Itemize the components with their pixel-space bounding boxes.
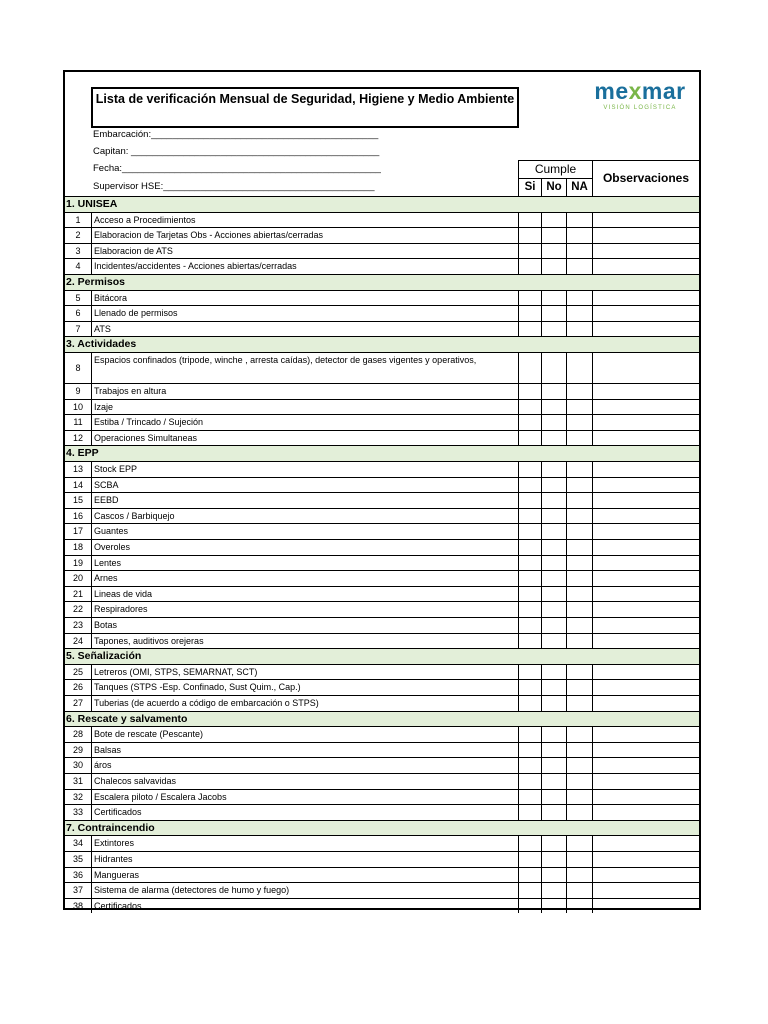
- item-number: 14: [72, 479, 83, 490]
- si-cell[interactable]: [518, 680, 541, 695]
- cumple-header: Cumple: [518, 160, 592, 178]
- table-row: [65, 679, 699, 695]
- no-cell[interactable]: [541, 524, 566, 539]
- observaciones-cell[interactable]: [592, 322, 699, 337]
- table-row: [65, 835, 699, 851]
- observaciones-cell[interactable]: [592, 493, 699, 508]
- si-cell[interactable]: [518, 306, 541, 321]
- item-description: Trabajos en altura: [91, 384, 518, 399]
- item-number: 19: [72, 557, 83, 568]
- na-cell[interactable]: [566, 384, 592, 399]
- si-cell[interactable]: [518, 213, 541, 228]
- logo-wordmark: mexmar: [594, 78, 686, 104]
- item-number: 6: [75, 308, 81, 319]
- no-cell[interactable]: [541, 680, 566, 695]
- item-number: 28: [72, 729, 83, 740]
- item-description: Chalecos salvavidas: [91, 774, 518, 789]
- observaciones-cell[interactable]: [592, 244, 699, 259]
- item-description: Escalera piloto / Escalera Jacobs: [91, 790, 518, 805]
- no-header: No: [541, 178, 566, 196]
- item-number: 31: [72, 776, 83, 786]
- section-header: 2. Permisos: [65, 274, 699, 290]
- mexmar-logo: [580, 78, 700, 118]
- item-description: Sistema de alarma (detectores de humo y fuego): [91, 883, 518, 898]
- na-cell[interactable]: [566, 400, 592, 415]
- supervisor-hse-field[interactable]: Supervisor HSE:________________________________________: [93, 181, 375, 192]
- no-cell[interactable]: [541, 868, 566, 883]
- na-cell[interactable]: [566, 602, 592, 617]
- no-cell[interactable]: [541, 556, 566, 571]
- observaciones-cell[interactable]: [592, 680, 699, 695]
- item-description: Botas: [91, 618, 518, 633]
- no-cell[interactable]: [541, 353, 566, 383]
- na-cell[interactable]: [566, 618, 592, 633]
- item-number: 13: [72, 464, 83, 474]
- table-row: [65, 757, 699, 773]
- na-cell[interactable]: [566, 852, 592, 867]
- observaciones-cell[interactable]: [592, 727, 699, 742]
- fecha-field[interactable]: Fecha:_________________________________________________: [93, 163, 381, 174]
- no-cell[interactable]: [541, 400, 566, 415]
- na-cell[interactable]: [566, 540, 592, 555]
- observaciones-cell[interactable]: [592, 743, 699, 758]
- si-cell[interactable]: [518, 524, 541, 539]
- table-row: [65, 617, 699, 633]
- na-cell[interactable]: [566, 353, 592, 383]
- si-cell[interactable]: [518, 259, 541, 274]
- no-cell[interactable]: [541, 899, 566, 914]
- si-cell[interactable]: [518, 415, 541, 430]
- observaciones-cell[interactable]: [592, 353, 699, 383]
- observaciones-cell[interactable]: [592, 213, 699, 228]
- observaciones-cell[interactable]: [592, 478, 699, 493]
- na-cell[interactable]: [566, 322, 592, 337]
- item-number: 7: [75, 323, 81, 334]
- na-cell[interactable]: [566, 665, 592, 680]
- observaciones-cell[interactable]: [592, 400, 699, 415]
- table-row: [65, 867, 699, 883]
- item-number: 34: [72, 838, 83, 849]
- si-cell[interactable]: [518, 618, 541, 633]
- no-cell[interactable]: [541, 291, 566, 306]
- item-number: 16: [72, 510, 83, 521]
- no-cell[interactable]: [541, 322, 566, 337]
- table-row: [65, 290, 699, 306]
- observaciones-cell[interactable]: [592, 524, 699, 539]
- si-cell[interactable]: [518, 852, 541, 867]
- observaciones-cell[interactable]: [592, 836, 699, 851]
- table-row: [65, 227, 699, 243]
- item-number: 20: [72, 573, 83, 584]
- no-cell[interactable]: [541, 602, 566, 617]
- no-cell[interactable]: [541, 790, 566, 805]
- section-header: 7. Contraincendio: [65, 820, 699, 836]
- observaciones-cell[interactable]: [592, 509, 699, 524]
- table-row: [65, 399, 699, 415]
- item-description: Certificados: [91, 805, 518, 820]
- na-header: NA: [566, 178, 592, 196]
- na-cell[interactable]: [566, 431, 592, 446]
- na-cell[interactable]: [566, 758, 592, 773]
- si-cell[interactable]: [518, 899, 541, 914]
- item-description: Guantes: [91, 524, 518, 539]
- na-cell[interactable]: [566, 868, 592, 883]
- item-number: 33: [72, 807, 83, 818]
- no-cell[interactable]: [541, 540, 566, 555]
- observaciones-cell[interactable]: [592, 540, 699, 555]
- no-cell[interactable]: [541, 805, 566, 820]
- item-description: Certificados: [91, 899, 518, 914]
- si-cell[interactable]: [518, 868, 541, 883]
- na-cell[interactable]: [566, 805, 592, 820]
- observaciones-cell[interactable]: [592, 883, 699, 898]
- si-cell[interactable]: [518, 790, 541, 805]
- table-row: [65, 383, 699, 399]
- no-cell[interactable]: [541, 758, 566, 773]
- si-cell[interactable]: [518, 743, 541, 758]
- item-description: Elaboracion de Tarjetas Obs - Acciones abiertas/cerradas: [91, 228, 518, 243]
- table-row: [65, 773, 699, 789]
- si-cell[interactable]: [518, 774, 541, 789]
- no-cell[interactable]: [541, 774, 566, 789]
- na-cell[interactable]: [566, 790, 592, 805]
- table-row: [65, 352, 699, 383]
- table-row: [65, 789, 699, 805]
- si-cell[interactable]: [518, 244, 541, 259]
- item-description: Respiradores: [91, 602, 518, 617]
- no-cell[interactable]: [541, 571, 566, 586]
- table-row: [65, 586, 699, 602]
- na-cell[interactable]: [566, 836, 592, 851]
- item-number: 27: [72, 698, 83, 708]
- item-number: 37: [72, 885, 83, 896]
- item-description: Izaje: [91, 400, 518, 415]
- item-description: Lentes: [91, 556, 518, 571]
- item-description: EEBD: [91, 493, 518, 508]
- table-row: [65, 414, 699, 430]
- table-row: [65, 243, 699, 259]
- na-cell[interactable]: [566, 743, 592, 758]
- no-cell[interactable]: [541, 665, 566, 680]
- na-cell[interactable]: [566, 228, 592, 243]
- section-header: 5. Señalización: [65, 648, 699, 664]
- na-cell[interactable]: [566, 462, 592, 477]
- si-header: Si: [518, 178, 541, 196]
- item-description: Overoles: [91, 540, 518, 555]
- observaciones-cell[interactable]: [592, 291, 699, 306]
- table-row: [65, 570, 699, 586]
- no-cell[interactable]: [541, 493, 566, 508]
- table-row: [65, 695, 699, 711]
- capitan-field[interactable]: Capitan: _______________________________________________: [93, 146, 380, 157]
- item-number: 25: [72, 666, 83, 677]
- section-header: 3. Actividades: [65, 336, 699, 352]
- si-cell[interactable]: [518, 322, 541, 337]
- si-cell[interactable]: [518, 509, 541, 524]
- na-cell[interactable]: [566, 571, 592, 586]
- table-row: [65, 804, 699, 820]
- table-row: [65, 898, 699, 914]
- observaciones-cell[interactable]: [592, 556, 699, 571]
- no-cell[interactable]: [541, 618, 566, 633]
- no-cell[interactable]: [541, 852, 566, 867]
- item-description: Tapones, auditivos orejeras: [91, 634, 518, 649]
- table-row: [65, 726, 699, 742]
- table-row: [65, 477, 699, 493]
- item-number: 24: [72, 635, 83, 646]
- na-cell[interactable]: [566, 680, 592, 695]
- table-row: [65, 851, 699, 867]
- si-cell[interactable]: [518, 228, 541, 243]
- observaciones-cell[interactable]: [592, 665, 699, 680]
- si-cell[interactable]: [518, 400, 541, 415]
- table-row: [65, 742, 699, 758]
- observaciones-header: Observaciones: [592, 160, 699, 196]
- checklist-sheet: [63, 70, 701, 910]
- item-description: SCBA: [91, 478, 518, 493]
- table-row: [65, 523, 699, 539]
- na-cell[interactable]: [566, 727, 592, 742]
- no-cell[interactable]: [541, 478, 566, 493]
- item-description: Tanques (STPS -Esp. Confinado, Sust Quim., Cap.): [91, 680, 518, 695]
- si-cell[interactable]: [518, 540, 541, 555]
- item-number: 3: [75, 245, 81, 256]
- observaciones-cell[interactable]: [592, 758, 699, 773]
- observaciones-cell[interactable]: [592, 852, 699, 867]
- item-description: Stock EPP: [91, 462, 518, 477]
- observaciones-cell[interactable]: [592, 634, 699, 649]
- table-row: [65, 212, 699, 228]
- na-cell[interactable]: [566, 478, 592, 493]
- na-cell[interactable]: [566, 899, 592, 914]
- table-row: [65, 539, 699, 555]
- na-cell[interactable]: [566, 696, 592, 711]
- section-header: 6. Rescate y salvamento: [65, 711, 699, 727]
- item-number: 38: [72, 900, 83, 911]
- embarcacion-field[interactable]: Embarcación:___________________________________________: [93, 129, 379, 140]
- item-description: Espacios confinados (tripode, winche , arresta caídas), detector de gases vigentes y operativos,: [91, 353, 518, 383]
- document-title-box: [91, 87, 519, 128]
- no-cell[interactable]: [541, 462, 566, 477]
- item-description: Extintores: [91, 836, 518, 851]
- na-cell[interactable]: [566, 774, 592, 789]
- item-number: 22: [72, 604, 83, 615]
- item-number: 17: [72, 526, 83, 537]
- no-cell[interactable]: [541, 634, 566, 649]
- observaciones-cell[interactable]: [592, 618, 699, 633]
- item-description: Bote de rescate (Pescante): [91, 727, 518, 742]
- item-number: 26: [72, 682, 83, 693]
- table-row: [65, 258, 699, 274]
- item-number: 10: [72, 401, 83, 412]
- table-row: [65, 664, 699, 680]
- no-cell[interactable]: [541, 836, 566, 851]
- item-number: 8: [75, 363, 81, 373]
- item-description: Cascos / Barbiquejo: [91, 509, 518, 524]
- si-cell[interactable]: [518, 696, 541, 711]
- observaciones-cell[interactable]: [592, 868, 699, 883]
- si-cell[interactable]: [518, 384, 541, 399]
- item-number: 5: [75, 292, 81, 303]
- si-cell[interactable]: [518, 571, 541, 586]
- na-cell[interactable]: [566, 556, 592, 571]
- observaciones-cell[interactable]: [592, 462, 699, 477]
- document-title: Lista de verificación Mensual de Seguridad, Higiene y Medio Ambiente: [95, 92, 515, 106]
- item-number: 29: [72, 744, 83, 755]
- item-description: Incidentes/accidentes - Acciones abiertas/cerradas: [91, 259, 518, 274]
- item-number: 12: [72, 432, 83, 443]
- table-row: [65, 882, 699, 898]
- na-cell[interactable]: [566, 587, 592, 602]
- item-description: Bitácora: [91, 291, 518, 306]
- no-cell[interactable]: [541, 883, 566, 898]
- item-number: 30: [72, 760, 83, 771]
- si-cell[interactable]: [518, 836, 541, 851]
- table-row: [65, 633, 699, 649]
- no-cell[interactable]: [541, 696, 566, 711]
- item-number: 4: [75, 261, 81, 272]
- table-row: [65, 601, 699, 617]
- no-cell[interactable]: [541, 213, 566, 228]
- item-description: Llenado de permisos: [91, 306, 518, 321]
- item-description: Letreros (OMI, STPS, SEMARNAT, SCT): [91, 665, 518, 680]
- item-number: 1: [75, 214, 81, 225]
- item-number: 35: [72, 854, 83, 864]
- item-description: Tuberias (de acuerdo a código de embarcación o STPS): [91, 696, 518, 711]
- na-cell[interactable]: [566, 306, 592, 321]
- no-cell[interactable]: [541, 587, 566, 602]
- na-cell[interactable]: [566, 259, 592, 274]
- table-row: [65, 305, 699, 321]
- na-cell[interactable]: [566, 509, 592, 524]
- observaciones-cell[interactable]: [592, 774, 699, 789]
- si-cell[interactable]: [518, 665, 541, 680]
- si-cell[interactable]: [518, 883, 541, 898]
- no-cell[interactable]: [541, 415, 566, 430]
- observaciones-cell[interactable]: [592, 228, 699, 243]
- item-description: Operaciones Simultaneas: [91, 431, 518, 446]
- item-description: áros: [91, 758, 518, 773]
- no-cell[interactable]: [541, 244, 566, 259]
- si-cell[interactable]: [518, 634, 541, 649]
- si-cell[interactable]: [518, 291, 541, 306]
- item-description: ATS: [91, 322, 518, 337]
- na-cell[interactable]: [566, 213, 592, 228]
- item-number: 36: [72, 869, 83, 880]
- no-cell[interactable]: [541, 509, 566, 524]
- si-cell[interactable]: [518, 758, 541, 773]
- na-cell[interactable]: [566, 291, 592, 306]
- si-cell[interactable]: [518, 353, 541, 383]
- na-cell[interactable]: [566, 524, 592, 539]
- observaciones-cell[interactable]: [592, 899, 699, 914]
- table-row: [65, 321, 699, 337]
- no-cell[interactable]: [541, 306, 566, 321]
- observaciones-cell[interactable]: [592, 602, 699, 617]
- item-description: Elaboracion de ATS: [91, 244, 518, 259]
- no-cell[interactable]: [541, 431, 566, 446]
- na-cell[interactable]: [566, 415, 592, 430]
- no-cell[interactable]: [541, 228, 566, 243]
- item-description: Lineas de vida: [91, 587, 518, 602]
- item-number: 9: [75, 386, 81, 396]
- section-header: 1. UNISEA: [65, 196, 699, 212]
- si-cell[interactable]: [518, 431, 541, 446]
- item-number: 18: [72, 542, 83, 552]
- logo-tagline: VISIÓN LOGÍSTICA: [603, 105, 677, 111]
- item-number: 21: [72, 588, 83, 599]
- observaciones-cell[interactable]: [592, 415, 699, 430]
- item-number: 2: [75, 230, 81, 241]
- no-cell[interactable]: [541, 727, 566, 742]
- table-row: [65, 492, 699, 508]
- na-cell[interactable]: [566, 493, 592, 508]
- observaciones-cell[interactable]: [592, 805, 699, 820]
- observaciones-cell[interactable]: [592, 384, 699, 399]
- observaciones-cell[interactable]: [592, 431, 699, 446]
- item-number: 11: [73, 417, 83, 428]
- table-row: [65, 461, 699, 477]
- si-cell[interactable]: [518, 602, 541, 617]
- si-cell[interactable]: [518, 805, 541, 820]
- si-cell[interactable]: [518, 556, 541, 571]
- item-description: Estiba / Trincado / Sujeción: [91, 415, 518, 430]
- item-description: Mangueras: [91, 868, 518, 883]
- table-row: [65, 555, 699, 571]
- observaciones-cell[interactable]: [592, 696, 699, 711]
- observaciones-cell[interactable]: [592, 306, 699, 321]
- na-cell[interactable]: [566, 883, 592, 898]
- item-number: 15: [72, 495, 83, 506]
- si-cell[interactable]: [518, 727, 541, 742]
- section-header: 4. EPP: [65, 445, 699, 461]
- table-row: [65, 430, 699, 446]
- no-cell[interactable]: [541, 743, 566, 758]
- no-cell[interactable]: [541, 259, 566, 274]
- observaciones-cell[interactable]: [592, 790, 699, 805]
- item-description: Arnes: [91, 571, 518, 586]
- si-cell[interactable]: [518, 478, 541, 493]
- item-description: Balsas: [91, 743, 518, 758]
- observaciones-cell[interactable]: [592, 571, 699, 586]
- na-cell[interactable]: [566, 634, 592, 649]
- table-row: [65, 508, 699, 524]
- item-description: Hidrantes: [91, 852, 518, 867]
- si-cell[interactable]: [518, 462, 541, 477]
- item-description: Acceso a Procedimientos: [91, 213, 518, 228]
- si-cell[interactable]: [518, 587, 541, 602]
- si-cell[interactable]: [518, 493, 541, 508]
- item-number: 23: [72, 620, 83, 630]
- na-cell[interactable]: [566, 244, 592, 259]
- item-number: 32: [72, 791, 83, 802]
- no-cell[interactable]: [541, 384, 566, 399]
- observaciones-cell[interactable]: [592, 587, 699, 602]
- observaciones-cell[interactable]: [592, 259, 699, 274]
